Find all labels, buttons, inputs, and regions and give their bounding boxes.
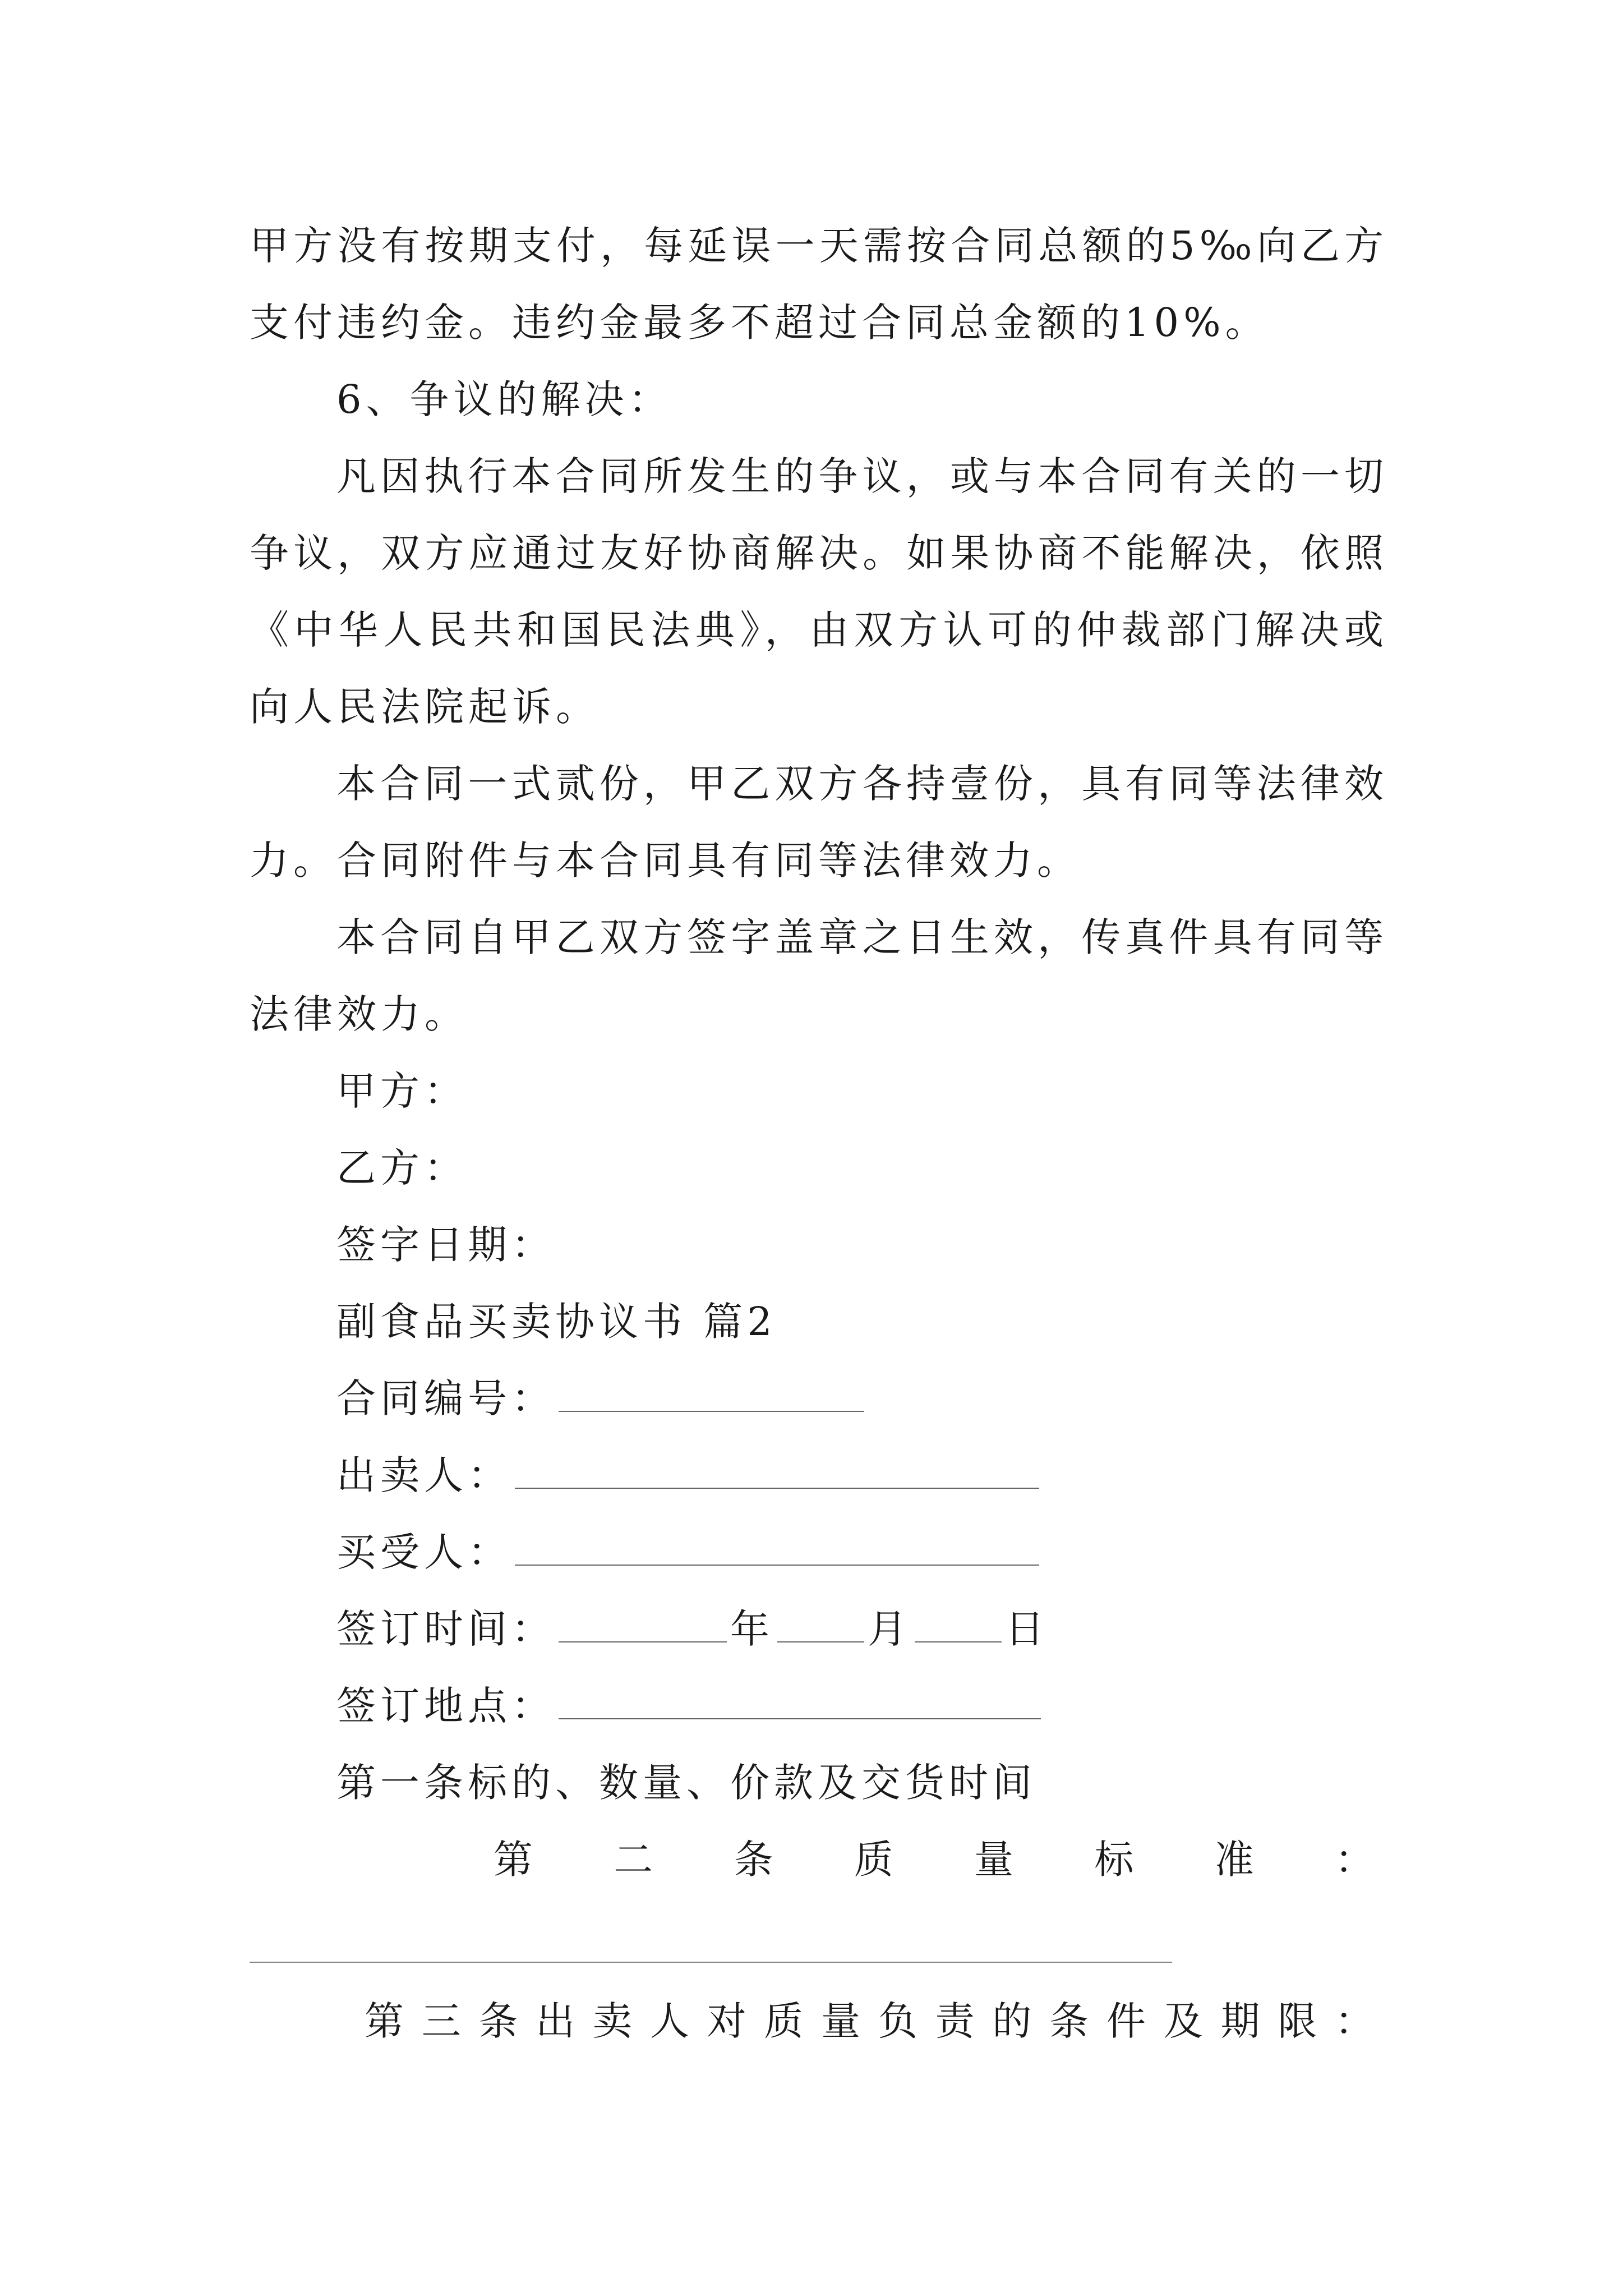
article-2-char: 质 xyxy=(854,1837,893,1883)
contract-no-label: 合同编号： xyxy=(336,1375,555,1421)
article-2-char: 二 xyxy=(614,1837,653,1883)
article-2-char: ： xyxy=(1334,1837,1374,1883)
dispute-line-2: 争议，双方应通过友好协商解决。如果协商不能解决，依照 xyxy=(250,530,1388,576)
dispute-line-1: 凡因执行本合同所发生的争议，或与本合同有关的一切 xyxy=(336,453,1388,499)
dispute-heading: 6、争议的解决： xyxy=(336,376,672,422)
article-2-char: 第 xyxy=(494,1837,533,1883)
year-label: 年 xyxy=(730,1606,774,1652)
dispute-line-3: 《中华人民共和国民法典》，由双方认可的仲裁部门解决或 xyxy=(250,607,1388,653)
sign-place-blank xyxy=(559,1718,1041,1719)
sign-place-row xyxy=(336,1681,1044,1731)
day-label: 日 xyxy=(1005,1606,1049,1652)
article-1: 第一条标的、数量、价款及交货时间 xyxy=(336,1760,1036,1806)
party-b-label: 乙方： xyxy=(336,1145,468,1191)
sign-time-row xyxy=(336,1604,1049,1654)
sign-time-label: 签订时间： xyxy=(336,1606,555,1652)
contract-no-blank xyxy=(559,1411,864,1412)
penalty-line-1: 甲方没有按期支付，每延误一天需按合同总额的5‰向乙方 xyxy=(250,223,1388,269)
effective-line-2: 法律效力。 xyxy=(250,991,468,1037)
seller-label: 出卖人： xyxy=(336,1452,511,1498)
article-3: 第三条出卖人对质量负责的条件及期限： xyxy=(365,1998,1374,2044)
month-blank xyxy=(777,1641,864,1642)
party-a-label: 甲方： xyxy=(336,1068,468,1114)
year-blank xyxy=(559,1641,727,1642)
sign-date-label: 签字日期： xyxy=(336,1222,555,1268)
penalty-line-2: 支付违约金。违约金最多不超过合同总金额的10%。 xyxy=(250,300,1269,346)
article-2-blank-line xyxy=(250,1962,1172,1963)
seller-blank xyxy=(515,1488,1039,1489)
section-title: 副食品买卖协议书 篇2 xyxy=(336,1299,777,1345)
effective-line-1: 本合同自甲乙双方签字盖章之日生效，传真件具有同等 xyxy=(336,914,1388,960)
copies-line-2: 力。合同附件与本合同具有同等法律效力。 xyxy=(250,838,1081,884)
buyer-row xyxy=(336,1527,1043,1577)
contract-no-row xyxy=(336,1373,868,1424)
month-label: 月 xyxy=(868,1606,911,1652)
article-2-char: 标 xyxy=(1094,1837,1134,1883)
sign-place-label: 签订地点： xyxy=(336,1683,555,1729)
article-2-char: 量 xyxy=(974,1837,1014,1883)
seller-row xyxy=(336,1450,1043,1501)
buyer-label: 买受人： xyxy=(336,1529,511,1575)
copies-line-1: 本合同一式贰份，甲乙双方各持壹份，具有同等法律效 xyxy=(336,761,1388,807)
buyer-blank xyxy=(515,1565,1039,1566)
article-2 xyxy=(494,1834,1374,1885)
article-2-char: 准 xyxy=(1214,1837,1254,1883)
day-blank xyxy=(915,1641,1002,1642)
dispute-line-4: 向人民法院起诉。 xyxy=(250,684,600,730)
article-2-char: 条 xyxy=(734,1837,773,1883)
